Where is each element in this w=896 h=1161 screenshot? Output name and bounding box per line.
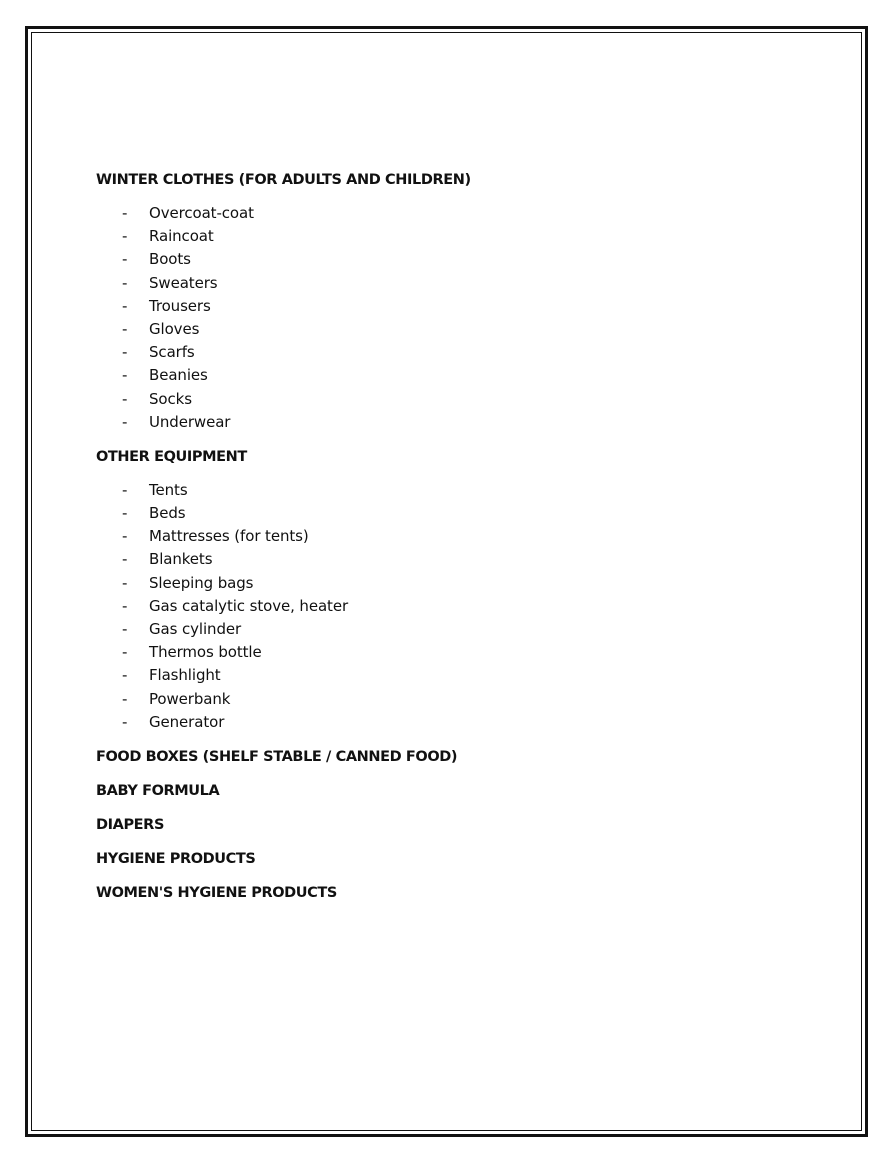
list-item — [96, 248, 816, 271]
dash-bullet: - — [122, 273, 128, 292]
list-item — [96, 272, 816, 295]
list-item-label: Boots — [149, 250, 191, 269]
dash-bullet: - — [122, 204, 128, 222]
list-item — [96, 364, 816, 387]
list-item-label: Generator — [149, 712, 225, 731]
dash-bullet: - — [122, 227, 128, 246]
list-item-label: Beanies — [149, 366, 208, 385]
list-item-label: Raincoat — [149, 227, 214, 246]
section-heading: HYGIENE PRODUCTS — [96, 850, 256, 867]
list-item — [96, 548, 816, 571]
dash-bullet: - — [122, 504, 128, 523]
section-heading: OTHER EQUIPMENT — [96, 448, 247, 465]
list-item — [96, 202, 816, 225]
list-item-label: Flashlight — [149, 666, 221, 685]
list-item — [96, 664, 816, 687]
list-item-label: Scarfs — [149, 343, 195, 362]
list-item-label: Trousers — [149, 296, 211, 315]
dash-bullet: - — [122, 666, 128, 685]
list-item-label: Sweaters — [149, 273, 218, 292]
list-item-label: Mattresses (for tents) — [149, 527, 309, 546]
section — [96, 848, 816, 870]
dash-bullet: - — [122, 296, 128, 315]
list-item-label: Powerbank — [149, 689, 231, 708]
item-list — [96, 202, 816, 434]
section-heading: WOMEN'S HYGIENE PRODUCTS — [96, 884, 337, 901]
section — [96, 882, 816, 904]
list-item — [96, 572, 816, 595]
list-item — [96, 479, 816, 502]
list-item — [96, 502, 816, 525]
section — [96, 169, 816, 434]
dash-bullet: - — [122, 412, 128, 431]
dash-bullet: - — [122, 712, 128, 731]
list-item-label: Gloves — [149, 319, 200, 338]
section-heading: DIAPERS — [96, 816, 164, 833]
section — [96, 446, 816, 734]
list-item-label: Tents — [149, 480, 188, 499]
list-item — [96, 318, 816, 341]
list-item — [96, 711, 816, 734]
dash-bullet: - — [122, 573, 128, 592]
list-item-label: Sleeping bags — [149, 573, 254, 592]
list-item — [96, 641, 816, 664]
list-item-label: Overcoat-coat — [149, 204, 254, 222]
dash-bullet: - — [122, 480, 128, 499]
list-item — [96, 225, 816, 248]
section-heading: BABY FORMULA — [96, 782, 220, 799]
list-item — [96, 341, 816, 364]
dash-bullet: - — [122, 550, 128, 569]
item-list — [96, 479, 816, 734]
dash-bullet: - — [122, 250, 128, 269]
list-item-label: Underwear — [149, 412, 231, 431]
list-item — [96, 525, 816, 548]
dash-bullet: - — [122, 389, 128, 408]
dash-bullet: - — [122, 366, 128, 385]
list-item — [96, 411, 816, 434]
dash-bullet: - — [122, 319, 128, 338]
list-item — [96, 688, 816, 711]
dash-bullet: - — [122, 527, 128, 546]
dash-bullet: - — [122, 643, 128, 662]
list-item-label: Gas catalytic stove, heater — [149, 596, 349, 615]
list-item — [96, 595, 816, 618]
list-item-label: Gas cylinder — [149, 620, 242, 638]
section — [96, 814, 816, 836]
document-body — [96, 169, 816, 904]
dash-bullet: - — [122, 343, 128, 362]
list-item-label: Blankets — [149, 550, 213, 569]
section — [96, 780, 816, 802]
dash-bullet: - — [122, 620, 128, 638]
list-item-label: Socks — [149, 389, 192, 408]
section-heading: WINTER CLOTHES (FOR ADULTS AND CHILDREN) — [96, 172, 471, 188]
list-item-label: Beds — [149, 504, 186, 523]
list-item-label: Thermos bottle — [149, 643, 262, 662]
list-item — [96, 618, 816, 641]
dash-bullet: - — [122, 596, 128, 615]
section — [96, 746, 816, 768]
list-item — [96, 295, 816, 318]
dash-bullet: - — [122, 689, 128, 708]
section-heading: FOOD BOXES (SHELF STABLE / CANNED FOOD) — [96, 748, 458, 765]
list-item — [96, 388, 816, 411]
